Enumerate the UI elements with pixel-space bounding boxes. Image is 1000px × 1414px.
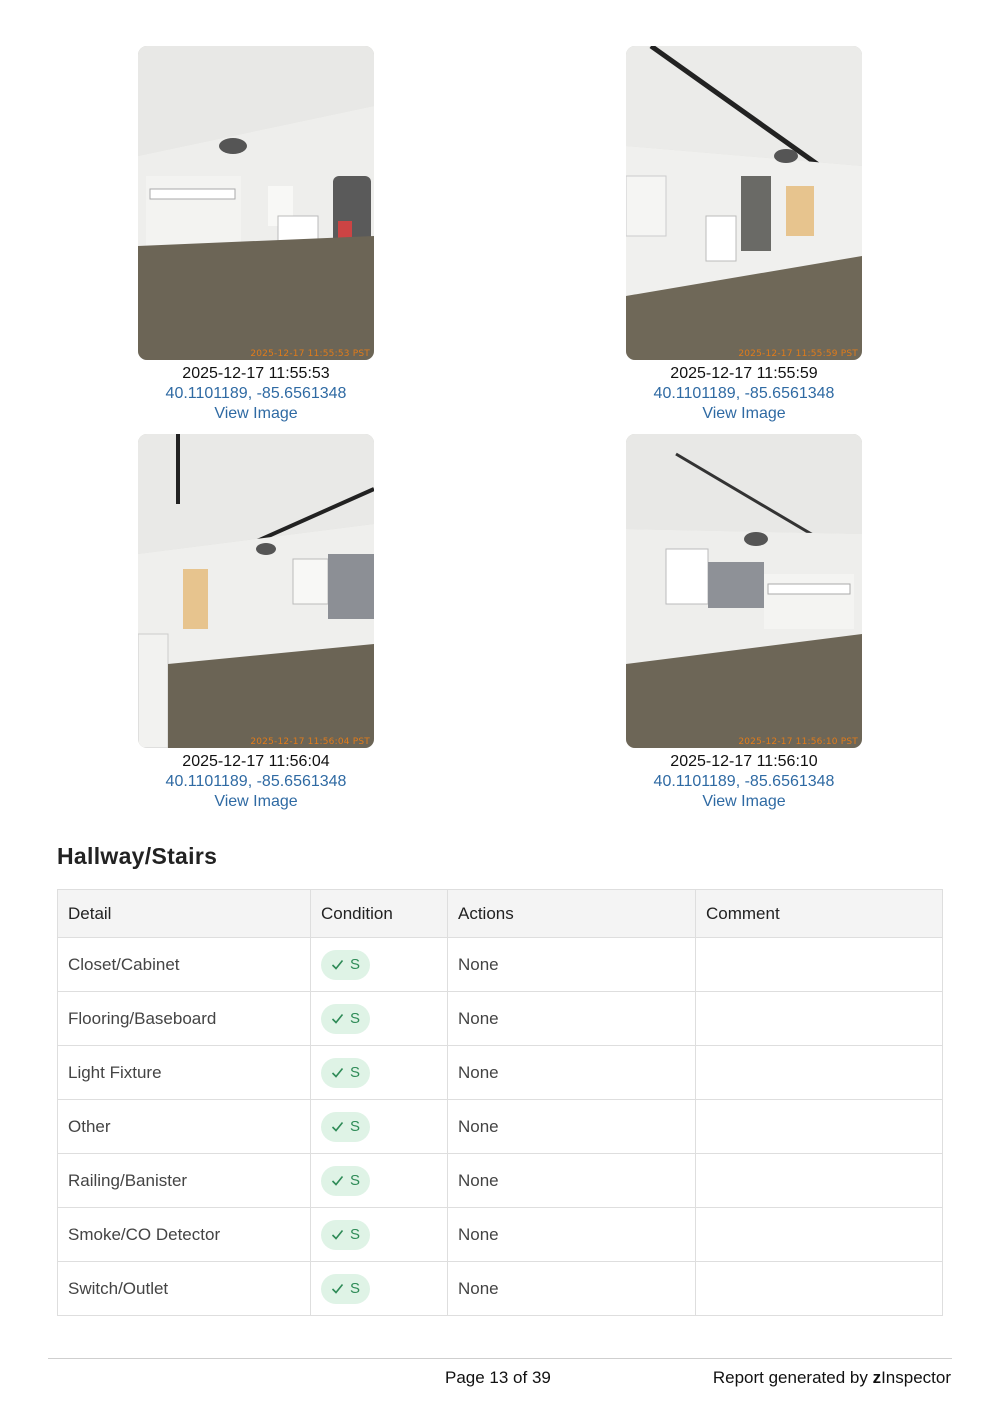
garage-photo[interactable] [626,46,862,360]
condition-cell [311,1154,448,1208]
photo-timestamp-overlay: 2025-12-17 11:55:59 PST [738,349,858,359]
condition-cell [311,1046,448,1100]
condition-badge [321,1112,370,1142]
actions-cell: None [448,1208,696,1262]
condition-value: S [350,1118,361,1135]
detail-cell: Railing/Banister [58,1154,311,1208]
garage-photo[interactable] [138,46,374,360]
comment-cell [696,938,943,992]
condition-badge [321,1220,370,1250]
condition-value: S [350,1172,361,1189]
check-icon [331,958,344,971]
actions-cell: None [448,992,696,1046]
photo-coordinates[interactable]: 40.1101189, -85.6561348 [653,385,835,402]
brand-mark: z [872,1368,882,1387]
table-row [58,1046,943,1100]
condition-badge [321,1274,370,1304]
photo-coordinates[interactable]: 40.1101189, -85.6561348 [165,385,347,402]
brand-name: Inspector [881,1368,951,1387]
check-icon [331,1282,344,1295]
condition-cell [311,938,448,992]
photo-card [626,46,862,424]
photo-image [626,434,862,748]
check-icon [331,1012,344,1025]
table-row [58,1208,943,1262]
photo-timestamp-overlay: 2025-12-17 11:56:10 PST [738,737,858,747]
actions-cell: None [448,938,696,992]
photo-image [138,46,374,360]
table-row [58,1100,943,1154]
table-row [58,992,943,1046]
generated-prefix: Report generated by [712,1368,873,1387]
table-row [58,1154,943,1208]
photo-card [138,46,374,424]
condition-value: S [350,1226,361,1243]
actions-cell: None [448,1262,696,1316]
condition-value: S [350,1280,361,1297]
detail-cell: Smoke/CO Detector [58,1208,311,1262]
photo-timestamp: 2025-12-17 11:55:53 [182,365,330,382]
condition-cell [311,1262,448,1316]
detail-cell: Flooring/Baseboard [58,992,311,1046]
detail-cell: Switch/Outlet [58,1262,311,1316]
photo-timestamp: 2025-12-17 11:56:04 [182,753,330,770]
actions-cell: None [448,1100,696,1154]
comment-cell [696,1154,943,1208]
photo-timestamp-overlay: 2025-12-17 11:56:04 PST [250,737,370,747]
photo-image [626,46,862,360]
table-header-row [58,890,943,938]
photo-coordinates[interactable]: 40.1101189, -85.6561348 [653,773,835,790]
actions-cell: None [448,1046,696,1100]
condition-cell [311,1208,448,1262]
garage-photo[interactable] [138,434,374,748]
condition-value: S [350,956,361,973]
photo-coordinates[interactable]: 40.1101189, -85.6561348 [165,773,347,790]
view-image-link[interactable]: View Image [702,793,786,810]
condition-value: S [350,1010,361,1027]
comment-cell [696,1100,943,1154]
comment-cell [696,1208,943,1262]
report-generated-credit [713,1368,951,1388]
inspection-table [57,889,943,1316]
detail-cell: Other [58,1100,311,1154]
condition-cell [311,992,448,1046]
view-image-link[interactable]: View Image [702,405,786,422]
column-header-comment: Comment [696,890,943,938]
column-header-actions: Actions [448,890,696,938]
view-image-link[interactable]: View Image [214,405,298,422]
check-icon [331,1228,344,1241]
page-number: Page 13 of 39 [445,1368,551,1387]
condition-badge [321,950,370,980]
column-header-condition: Condition [311,890,448,938]
check-icon [331,1120,344,1133]
footer-divider [48,1358,952,1359]
detail-cell: Closet/Cabinet [58,938,311,992]
comment-cell [696,992,943,1046]
photo-card [626,434,862,812]
condition-badge [321,1004,370,1034]
check-icon [331,1066,344,1079]
condition-badge [321,1058,370,1088]
photo-timestamp-overlay: 2025-12-17 11:55:53 PST [250,349,370,359]
photo-image [138,434,374,748]
check-icon [331,1174,344,1187]
comment-cell [696,1046,943,1100]
section-title: Hallway/Stairs [57,843,218,869]
photo-card [138,434,374,812]
condition-value: S [350,1064,361,1081]
photo-timestamp: 2025-12-17 11:56:10 [670,753,818,770]
table-row [58,1262,943,1316]
detail-cell: Light Fixture [58,1046,311,1100]
photo-timestamp: 2025-12-17 11:55:59 [670,365,818,382]
actions-cell: None [448,1154,696,1208]
condition-badge [321,1166,370,1196]
column-header-detail: Detail [58,890,311,938]
condition-cell [311,1100,448,1154]
view-image-link[interactable]: View Image [214,793,298,810]
table-row [58,938,943,992]
comment-cell [696,1262,943,1316]
garage-photo[interactable] [626,434,862,748]
